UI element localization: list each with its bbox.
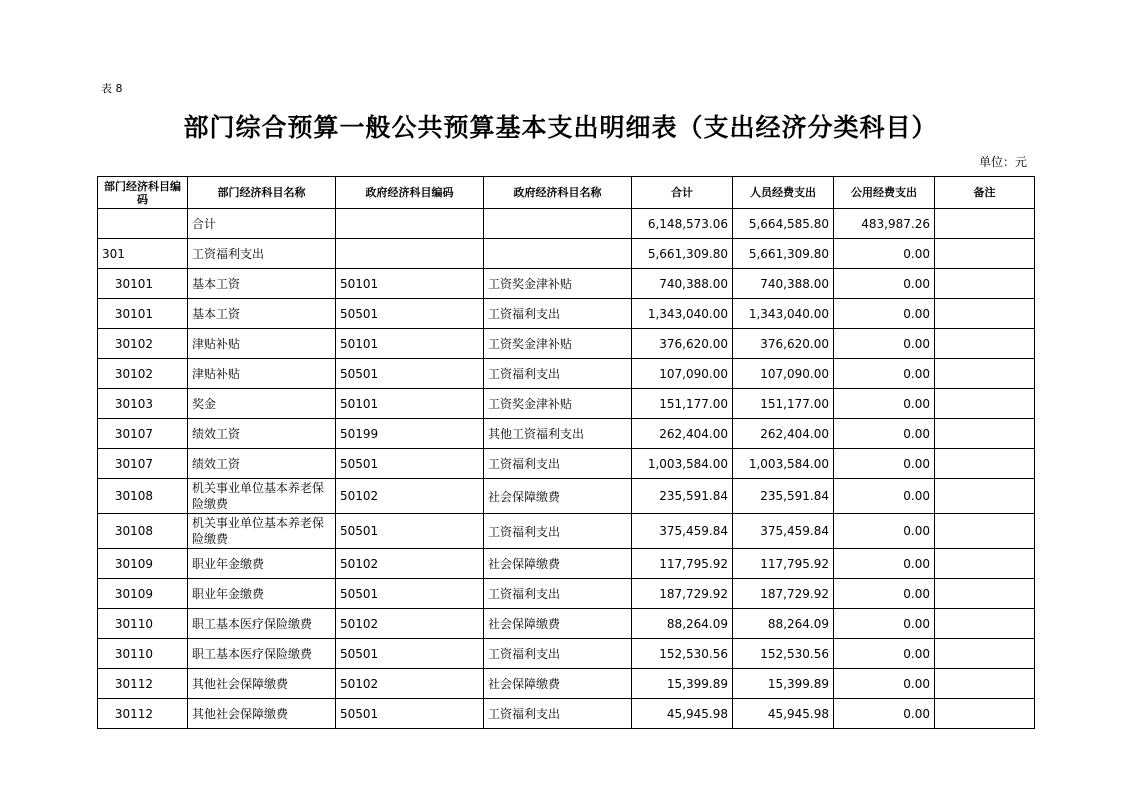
public-cell: 483,987.26 <box>834 209 935 239</box>
remark-cell <box>935 239 1035 269</box>
personnel-cell: 187,729.92 <box>733 579 834 609</box>
gov-code-cell: 50199 <box>336 419 484 449</box>
personnel-cell: 88,264.09 <box>733 609 834 639</box>
personnel-cell: 5,664,585.80 <box>733 209 834 239</box>
public-cell: 0.00 <box>834 449 935 479</box>
gov-name-cell: 社会保障缴费 <box>484 669 632 699</box>
personnel-cell: 740,388.00 <box>733 269 834 299</box>
remark-cell <box>935 609 1035 639</box>
dept-name-cell: 其他社会保障缴费 <box>188 669 336 699</box>
dept-code-cell: 30102 <box>98 359 188 389</box>
gov-name-cell: 工资奖金津补贴 <box>484 389 632 419</box>
personnel-cell: 235,591.84 <box>733 479 834 514</box>
table-row <box>98 669 1035 699</box>
gov-code-cell: 50501 <box>336 359 484 389</box>
gov-code-cell: 50501 <box>336 579 484 609</box>
unit-label: 单位：元 <box>978 155 1027 169</box>
remark-cell <box>935 359 1035 389</box>
table-row <box>98 239 1035 269</box>
table-row <box>98 329 1035 359</box>
total-cell: 187,729.92 <box>632 579 733 609</box>
table-row <box>98 514 1035 549</box>
total-cell: 375,459.84 <box>632 514 733 549</box>
personnel-cell: 375,459.84 <box>733 514 834 549</box>
remark-cell <box>935 299 1035 329</box>
gov-name-cell: 工资福利支出 <box>484 299 632 329</box>
table-number: 表 8 <box>101 82 123 95</box>
dept-code-cell: 30107 <box>98 449 188 479</box>
gov-code-cell: 50501 <box>336 699 484 729</box>
dept-name-cell: 职工基本医疗保险缴费 <box>188 639 336 669</box>
gov-name-cell: 社会保障缴费 <box>484 609 632 639</box>
public-cell: 0.00 <box>834 329 935 359</box>
remark-cell <box>935 329 1035 359</box>
gov-name-cell: 工资福利支出 <box>484 699 632 729</box>
dept-code-cell: 30107 <box>98 419 188 449</box>
total-cell: 45,945.98 <box>632 699 733 729</box>
gov-code-cell <box>336 239 484 269</box>
total-cell: 151,177.00 <box>632 389 733 419</box>
remark-cell <box>935 389 1035 419</box>
gov-name-cell: 工资福利支出 <box>484 449 632 479</box>
remark-cell <box>935 209 1035 239</box>
gov-code-cell: 50501 <box>336 639 484 669</box>
header-row <box>98 177 1035 209</box>
public-cell: 0.00 <box>834 699 935 729</box>
public-cell: 0.00 <box>834 239 935 269</box>
table-row <box>98 479 1035 514</box>
gov-name-cell: 社会保障缴费 <box>484 549 632 579</box>
public-cell: 0.00 <box>834 514 935 549</box>
public-cell: 0.00 <box>834 639 935 669</box>
dept-code-cell: 30108 <box>98 479 188 514</box>
gov-code-cell: 50101 <box>336 269 484 299</box>
personnel-cell: 15,399.89 <box>733 669 834 699</box>
dept-name-cell: 津贴补贴 <box>188 329 336 359</box>
dept-name-cell: 职业年金缴费 <box>188 579 336 609</box>
dept-code-cell: 30101 <box>98 299 188 329</box>
personnel-cell: 117,795.92 <box>733 549 834 579</box>
total-cell: 376,620.00 <box>632 329 733 359</box>
header-gov-code: 政府经济科目编码 <box>336 177 484 209</box>
gov-name-cell <box>484 209 632 239</box>
dept-code-cell: 30112 <box>98 699 188 729</box>
header-personnel: 人员经费支出 <box>733 177 834 209</box>
dept-name-cell: 机关事业单位基本养老保险缴费 <box>188 479 336 514</box>
header-dept-code: 部门经济科目编码 <box>98 177 188 209</box>
remark-cell <box>935 669 1035 699</box>
public-cell: 0.00 <box>834 389 935 419</box>
gov-code-cell: 50101 <box>336 389 484 419</box>
dept-code-cell: 30109 <box>98 579 188 609</box>
dept-name-cell: 机关事业单位基本养老保险缴费 <box>188 514 336 549</box>
table-row <box>98 209 1035 239</box>
gov-name-cell: 其他工资福利支出 <box>484 419 632 449</box>
gov-code-cell: 50102 <box>336 549 484 579</box>
dept-name-cell: 合计 <box>188 209 336 239</box>
personnel-cell: 151,177.00 <box>733 389 834 419</box>
total-cell: 1,343,040.00 <box>632 299 733 329</box>
table-body <box>98 209 1035 729</box>
remark-cell <box>935 479 1035 514</box>
gov-name-cell: 工资福利支出 <box>484 579 632 609</box>
dept-name-cell: 津贴补贴 <box>188 359 336 389</box>
total-cell: 15,399.89 <box>632 669 733 699</box>
gov-name-cell <box>484 239 632 269</box>
total-cell: 740,388.00 <box>632 269 733 299</box>
gov-code-cell: 50102 <box>336 669 484 699</box>
public-cell: 0.00 <box>834 299 935 329</box>
table-row <box>98 389 1035 419</box>
gov-name-cell: 工资福利支出 <box>484 639 632 669</box>
gov-name-cell: 工资奖金津补贴 <box>484 269 632 299</box>
total-cell: 107,090.00 <box>632 359 733 389</box>
dept-code-cell: 30110 <box>98 609 188 639</box>
page-title: 部门综合预算一般公共预算基本支出明细表（支出经济分类科目） <box>183 113 938 142</box>
gov-name-cell: 社会保障缴费 <box>484 479 632 514</box>
header-gov-name: 政府经济科目名称 <box>484 177 632 209</box>
dept-name-cell: 工资福利支出 <box>188 239 336 269</box>
table-row <box>98 699 1035 729</box>
table-row <box>98 269 1035 299</box>
total-cell: 1,003,584.00 <box>632 449 733 479</box>
dept-code-cell: 30109 <box>98 549 188 579</box>
dept-code-cell: 30110 <box>98 639 188 669</box>
dept-name-cell: 职业年金缴费 <box>188 549 336 579</box>
header-remark: 备注 <box>935 177 1035 209</box>
total-cell: 117,795.92 <box>632 549 733 579</box>
total-cell: 152,530.56 <box>632 639 733 669</box>
personnel-cell: 376,620.00 <box>733 329 834 359</box>
personnel-cell: 107,090.00 <box>733 359 834 389</box>
dept-code-cell: 30103 <box>98 389 188 419</box>
remark-cell <box>935 419 1035 449</box>
remark-cell <box>935 514 1035 549</box>
remark-cell <box>935 699 1035 729</box>
table-row <box>98 639 1035 669</box>
table-row <box>98 299 1035 329</box>
dept-code-cell: 30101 <box>98 269 188 299</box>
table-row <box>98 579 1035 609</box>
dept-name-cell: 基本工资 <box>188 269 336 299</box>
total-cell: 235,591.84 <box>632 479 733 514</box>
public-cell: 0.00 <box>834 669 935 699</box>
gov-name-cell: 工资奖金津补贴 <box>484 329 632 359</box>
header-dept-name: 部门经济科目名称 <box>188 177 336 209</box>
personnel-cell: 152,530.56 <box>733 639 834 669</box>
budget-table <box>97 176 1035 729</box>
remark-cell <box>935 579 1035 609</box>
personnel-cell: 5,661,309.80 <box>733 239 834 269</box>
gov-code-cell: 50501 <box>336 449 484 479</box>
personnel-cell: 1,003,584.00 <box>733 449 834 479</box>
dept-code-cell: 30108 <box>98 514 188 549</box>
remark-cell <box>935 549 1035 579</box>
public-cell: 0.00 <box>834 269 935 299</box>
gov-code-cell: 50102 <box>336 479 484 514</box>
gov-code-cell: 50101 <box>336 329 484 359</box>
dept-name-cell: 基本工资 <box>188 299 336 329</box>
personnel-cell: 1,343,040.00 <box>733 299 834 329</box>
dept-code-cell: 30112 <box>98 669 188 699</box>
dept-name-cell: 绩效工资 <box>188 419 336 449</box>
table-row <box>98 419 1035 449</box>
dept-code-cell: 30102 <box>98 329 188 359</box>
gov-name-cell: 工资福利支出 <box>484 514 632 549</box>
gov-code-cell: 50501 <box>336 514 484 549</box>
personnel-cell: 262,404.00 <box>733 419 834 449</box>
public-cell: 0.00 <box>834 609 935 639</box>
total-cell: 262,404.00 <box>632 419 733 449</box>
total-cell: 5,661,309.80 <box>632 239 733 269</box>
table-row <box>98 359 1035 389</box>
header-public: 公用经费支出 <box>834 177 935 209</box>
table-row <box>98 549 1035 579</box>
remark-cell <box>935 449 1035 479</box>
dept-name-cell: 绩效工资 <box>188 449 336 479</box>
public-cell: 0.00 <box>834 479 935 514</box>
public-cell: 0.00 <box>834 359 935 389</box>
dept-code-cell: 301 <box>98 239 188 269</box>
total-cell: 6,148,573.06 <box>632 209 733 239</box>
total-cell: 88,264.09 <box>632 609 733 639</box>
dept-name-cell: 其他社会保障缴费 <box>188 699 336 729</box>
gov-code-cell: 50102 <box>336 609 484 639</box>
remark-cell <box>935 269 1035 299</box>
personnel-cell: 45,945.98 <box>733 699 834 729</box>
gov-name-cell: 工资福利支出 <box>484 359 632 389</box>
gov-code-cell: 50501 <box>336 299 484 329</box>
dept-code-cell <box>98 209 188 239</box>
gov-code-cell <box>336 209 484 239</box>
dept-name-cell: 奖金 <box>188 389 336 419</box>
public-cell: 0.00 <box>834 419 935 449</box>
header-total: 合计 <box>632 177 733 209</box>
table-row <box>98 609 1035 639</box>
remark-cell <box>935 639 1035 669</box>
dept-name-cell: 职工基本医疗保险缴费 <box>188 609 336 639</box>
public-cell: 0.00 <box>834 579 935 609</box>
table-row <box>98 449 1035 479</box>
public-cell: 0.00 <box>834 549 935 579</box>
